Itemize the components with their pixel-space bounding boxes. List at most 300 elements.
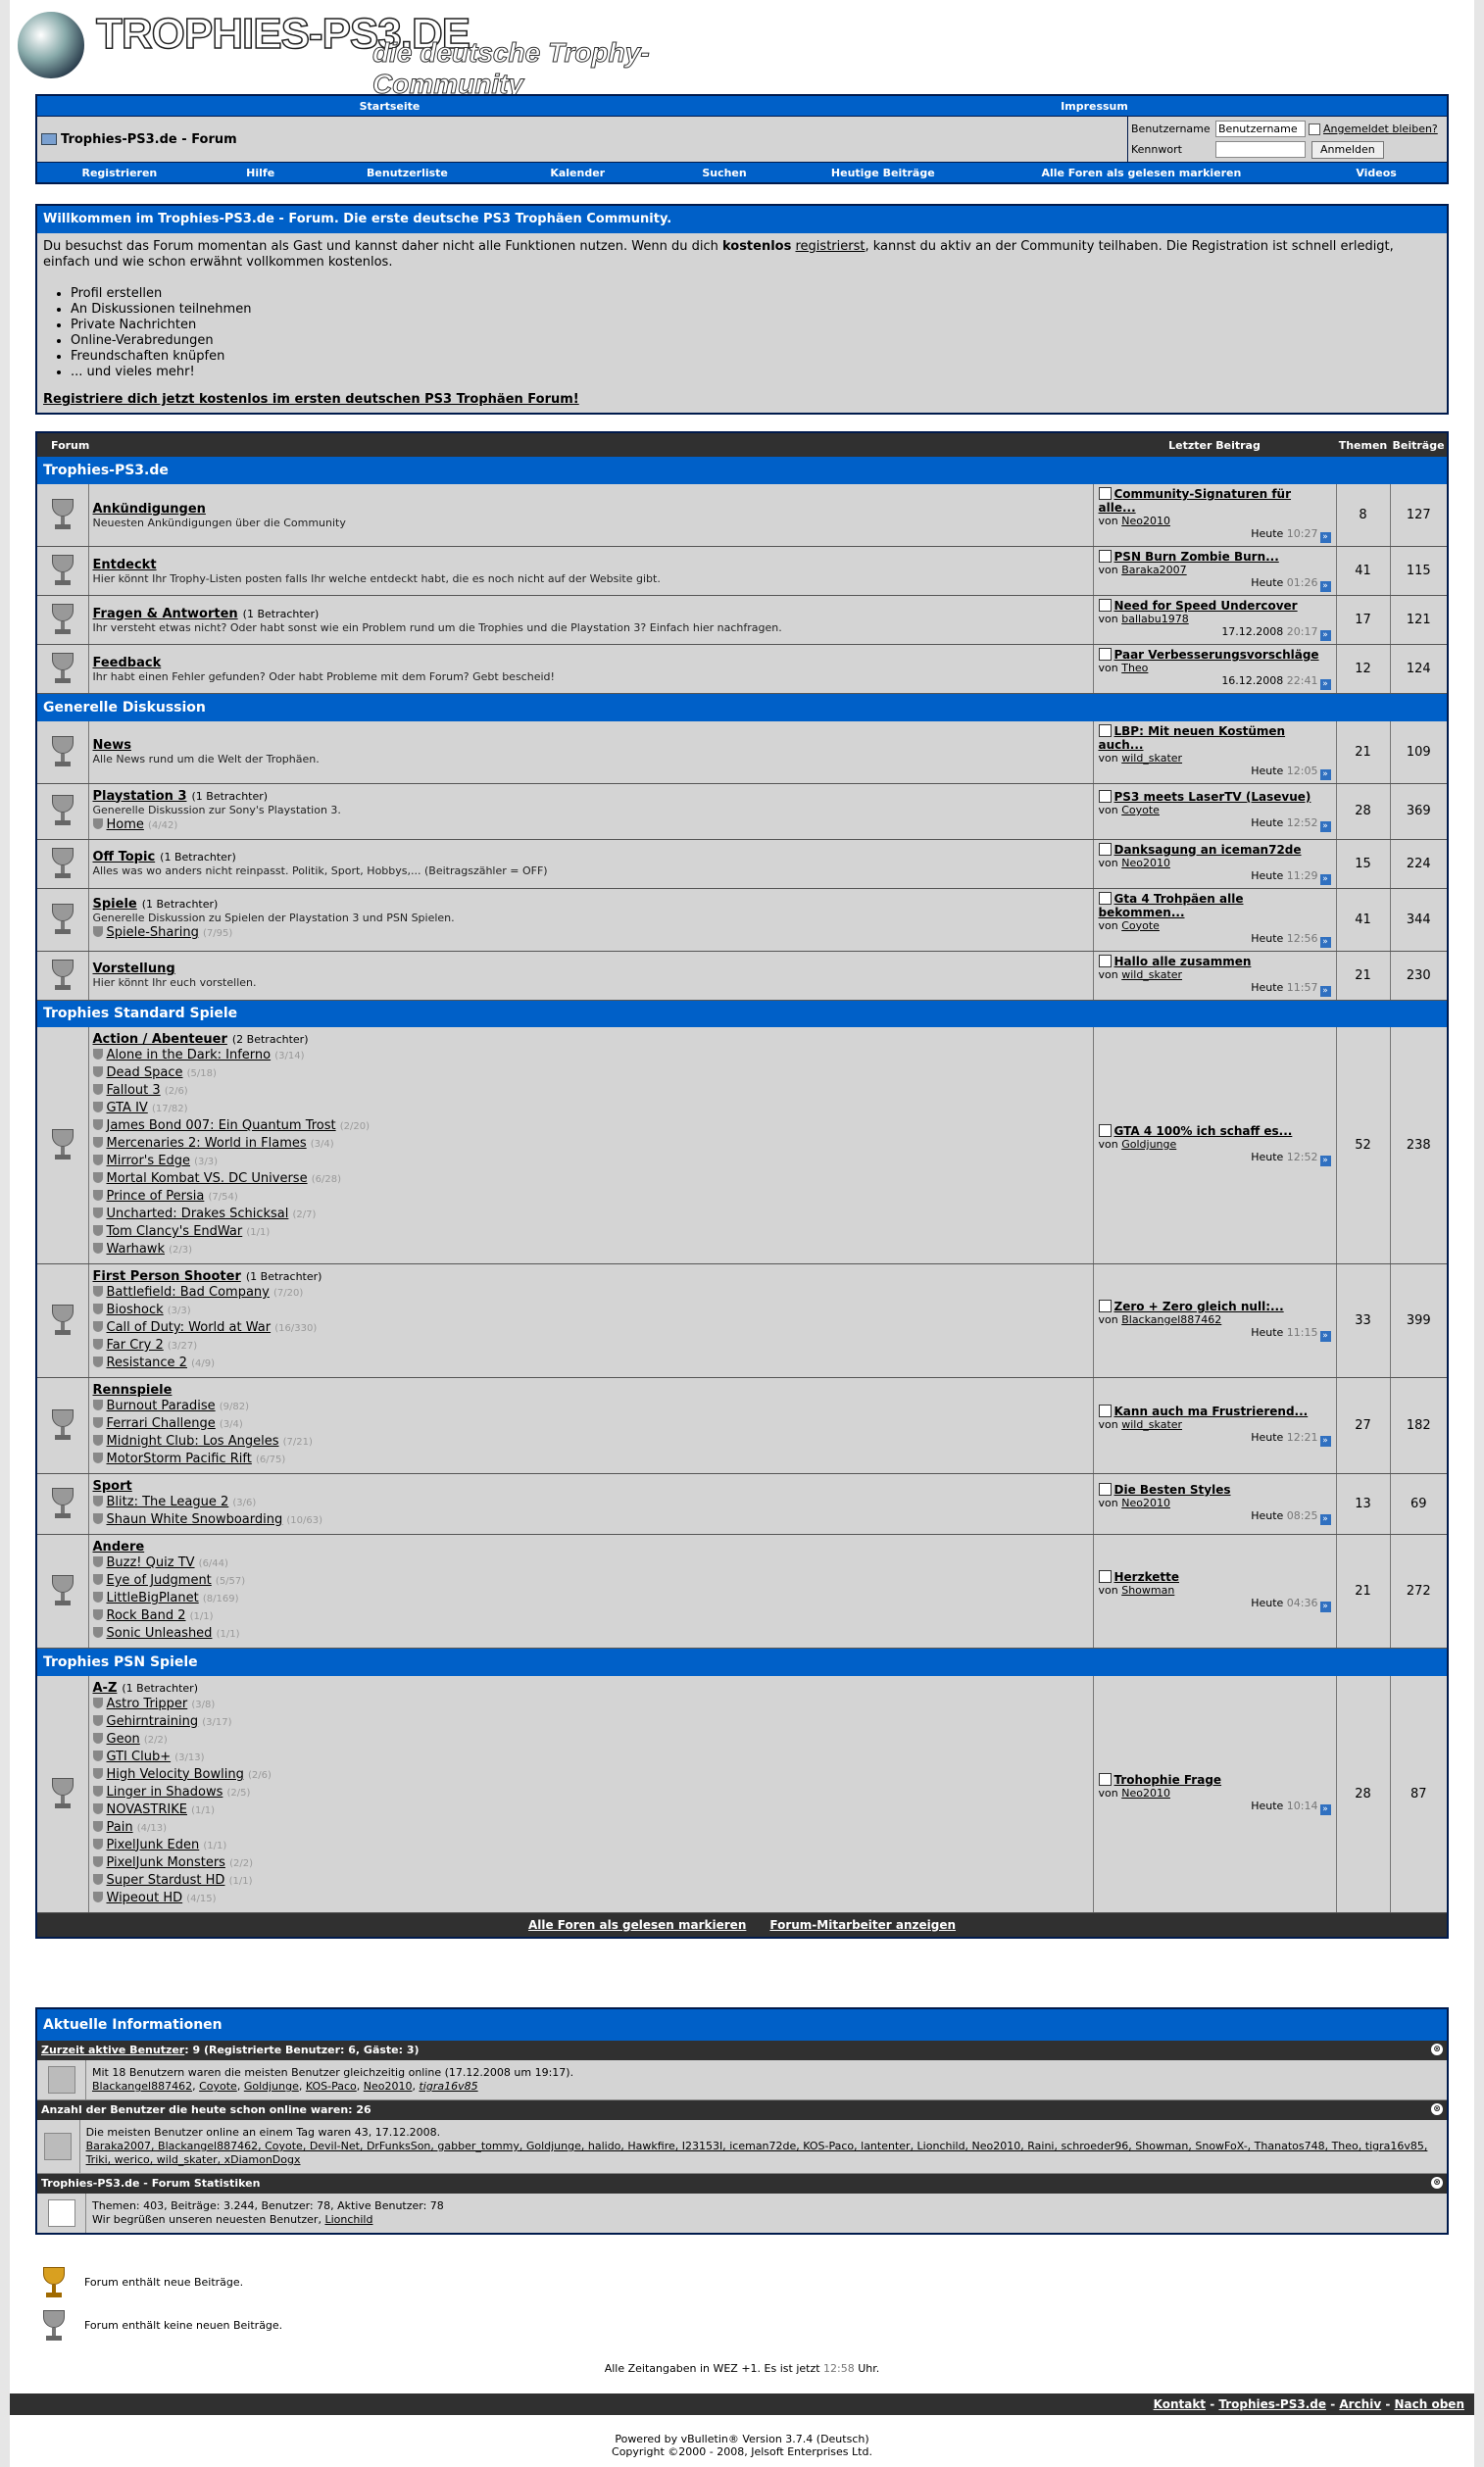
forum-info-cell [88,547,1093,596]
forum-status-cell [37,1676,88,1913]
active-user-link[interactable]: Blackangel887462 [92,2080,193,2093]
subforum-count: (2/20) [339,1121,371,1132]
last-post-time: 22:41 [1286,674,1318,687]
breadcrumb-title[interactable]: Trophies-PS3.de - Forum [61,131,237,147]
trophy-orb-icon [16,10,86,80]
username-input[interactable] [1215,121,1306,137]
last-post-user[interactable]: Neo2010 [1121,515,1170,527]
last-post-title[interactable]: PSN Burn Zombie Burn... [1113,550,1279,564]
mini-trophy-icon [93,1821,103,1832]
forum-description: Hier könnt Ihr euch vorstellen. [92,976,257,989]
forum-row [37,721,1447,784]
subforum-link[interactable]: Resistance 2 [106,1356,187,1370]
collapse-icon[interactable]: ⊗ [1431,2177,1443,2189]
subforum-link[interactable]: Mirror's Edge [106,1154,190,1168]
forum-row [37,951,1447,1000]
subforum-count: (2/6) [248,1769,272,1781]
subforum-link[interactable]: James Bond 007: Ein Quantum Trost [106,1118,336,1133]
last-post-user[interactable]: Neo2010 [1121,1786,1170,1800]
subforum-link[interactable]: Tom Clancy's EndWar [106,1224,243,1239]
subforum-item [93,1135,1089,1153]
nav-item-3[interactable]: Benutzerliste [367,166,448,179]
forum-status-cell [37,888,88,951]
last-post-time: 12:21 [1286,1431,1318,1444]
forum-row [37,839,1447,888]
subforum-item [93,924,1089,942]
forum-title[interactable]: Action / Abenteuer [92,1032,227,1047]
post-count: 121 [1390,596,1447,645]
forum-table-header [37,433,1447,457]
subforum-count: (1/1) [191,1804,216,1816]
last-post-user[interactable]: Goldjunge [1121,1138,1177,1151]
mini-trophy-icon [93,1084,103,1095]
last-post-cell: PS3 meets LaserTV (Lasevue) von Coyote Heute 12:52 » [1093,783,1336,839]
last-post-user[interactable]: Neo2010 [1121,1497,1170,1509]
last-post-time: 12:56 [1286,931,1318,945]
last-post-day: Heute [1251,1151,1284,1163]
last-post-cell: Die Besten Styles von Neo2010 Heute 08:25 » [1093,1474,1336,1535]
last-post-title[interactable]: Zero + Zero gleich null:... [1113,1300,1284,1313]
collapse-icon[interactable]: ⊗ [1431,2103,1443,2115]
last-post-title[interactable]: Die Besten Styles [1113,1483,1231,1497]
thread-count: 28 [1336,1676,1390,1913]
forum-row [37,1264,1447,1378]
trophy-new-icon [39,2265,69,2298]
forum-status-cell [37,1535,88,1649]
last-post-cell: Hallo alle zusammen von wild_skater Heute 11:57 » [1093,951,1336,1000]
remember-label[interactable]: Angemeldet bleiben? [1323,123,1438,135]
go-to-post-icon[interactable]: » [1320,630,1331,641]
last-post-time: 12:05 [1286,764,1318,777]
subforum-link[interactable]: Eye of Judgment [106,1573,212,1588]
powered-by: Powered by vBulletin® Version 3.7.4 (Deutsch) Copyright ©2000 - 2008, Jelsoft Enterprises Ltd. [612,2433,872,2458]
subforum-item [93,1872,1089,1890]
last-post-day: Heute [1251,527,1284,540]
last-post-title[interactable]: GTA 4 100% ich schaff es... [1113,1124,1293,1138]
subforum-count: (4/15) [186,1893,217,1904]
last-post-user[interactable]: Theo [1121,662,1149,674]
last-post-title[interactable]: Gta 4 Trohpäen alle bekommen... [1098,891,1244,919]
post-count: 369 [1390,783,1447,839]
nav-item-5[interactable]: Suchen [702,166,747,179]
mini-trophy-icon [93,1417,103,1428]
subforum-count: (17/82) [151,1104,188,1114]
subforum-count: (10/63) [286,1515,322,1526]
subforum-link[interactable]: MotorStorm Pacific Rift [106,1452,252,1466]
category-title[interactable]: Generelle Diskussion [37,694,1447,721]
active-user-link[interactable]: KOS-Paco [305,2080,357,2093]
forum-description: Alle News rund um die Welt der Trophäen. [92,753,320,765]
bottom-link[interactable]: Archiv [1339,2397,1382,2411]
last-post-user[interactable]: Neo2010 [1121,856,1170,869]
header-last-post: Letzter Beitrag [1093,433,1336,457]
subforum-count: (2/3) [169,1245,193,1256]
subforum-link[interactable]: High Velocity Bowling [106,1766,244,1782]
forum-info-cell [88,1474,1093,1535]
subforum-count: (6/75) [255,1455,286,1465]
forum-table-footer [37,1913,1447,1937]
subforum-count: (3/17) [202,1716,232,1728]
feature-item: • Freundschaften knüpfen [71,349,1447,365]
mini-trophy-icon [93,1803,103,1814]
active-users-link[interactable]: Zurzeit aktive Benutzer [41,2044,185,2056]
forum-info-cell [88,1535,1093,1649]
nav-item-6[interactable]: Heutige Beiträge [830,166,935,179]
forum-row [37,888,1447,951]
stats-header: Trophies-PS3.de - Forum Statistiken ⊗ [37,2174,1447,2194]
mini-trophy-icon [93,1155,103,1165]
subforum-item [93,1337,1089,1355]
forum-title[interactable]: Sport [92,1479,132,1494]
login-button[interactable]: Anmelden [1311,141,1384,159]
subforum-link[interactable]: Alone in the Dark: Inferno [106,1048,272,1062]
register-cta[interactable]: Registriere dich jetzt kostenlos im ersten deutschen PS3 Trophäen Forum! [43,392,579,407]
forum-status-cell [37,1378,88,1474]
last-post-user[interactable]: wild_skater [1121,1418,1183,1431]
mini-trophy-icon [93,1751,103,1761]
post-icon [1099,648,1112,661]
last-post-cell: GTA 4 100% ich schaff es... von Goldjunge Heute 12:52 » [1093,1027,1336,1264]
show-staff-link[interactable]: Forum-Mitarbeiter anzeigen [769,1917,957,1932]
subforum-link[interactable]: Dead Space [106,1065,183,1080]
thread-count: 33 [1336,1264,1390,1378]
last-post-time: 04:36 [1286,1597,1318,1609]
today-users-list[interactable]: Baraka2007, Blackangel887462, Coyote, Devil-Net, DrFunksSon, gabber_tommy, Goldjunge, halido, Hawkfire, I23153I, iceman72de, KOS-Paco, lantenter, Lionchild, Neo2010, Raini, schroeder96, Showman, SnowFoX-, Thanatos748, Theo, tigra16v85, Triki, werico, wild_skater, xDiamonDogx [85,2140,1428,2166]
forum-viewers: (1 Betrachter) [160,851,236,863]
category-title[interactable]: Trophies-PS3.de [37,457,1447,484]
last-post-title[interactable]: Community-Signaturen für alle... [1098,487,1292,515]
last-post-title[interactable]: Paar Verbesserungsvorschläge [1113,648,1319,662]
subforum-count: (1/1) [216,1629,240,1640]
last-post-user[interactable]: ballabu1978 [1121,613,1189,625]
mini-trophy-icon [93,1119,103,1130]
post-count: 124 [1390,645,1447,694]
mini-trophy-icon [93,1715,103,1726]
subforum-link[interactable]: Far Cry 2 [106,1338,164,1353]
last-post-title[interactable]: Hallo alle zusammen [1113,954,1252,968]
forum-title[interactable]: Spiele [92,897,137,912]
subforum-link[interactable]: Bioshock [106,1303,164,1317]
forum-title[interactable]: A-Z [92,1680,118,1696]
register-link[interactable]: registrierst [795,239,866,254]
mini-trophy-icon [93,1768,103,1779]
forum-title[interactable]: First Person Shooter [92,1269,241,1284]
nav-home-link[interactable]: Startseite [359,99,420,113]
subforum-item [93,1590,1089,1607]
forum-info-cell [88,1027,1093,1264]
header-posts: Beiträge [1390,433,1447,457]
forum-description: Ihr habt einen Fehler gefunden? Oder habt Probleme mit dem Forum? Gebt bescheid! [92,669,555,683]
category-row [37,457,1447,484]
subforum-link[interactable]: Battlefield: Bad Company [106,1285,270,1300]
last-post-cell: Community-Signaturen für alle... von Neo2010 Heute 10:27 » [1093,484,1336,547]
forum-title[interactable]: Playstation 3 [92,788,187,804]
last-post-user[interactable]: wild_skater [1121,967,1183,981]
header-forum: Forum [37,433,1093,457]
last-post-user[interactable]: Coyote [1121,804,1160,816]
subforum-item [93,1625,1089,1643]
password-input[interactable] [1215,141,1306,158]
last-post-user[interactable]: Blackangel887462 [1121,1313,1222,1326]
active-users-header: Zurzeit aktive Benutzer: 9 (Registrierte Benutzer: 6, Gäste: 3) ⊗ [37,2041,1447,2060]
forum-info-cell [88,839,1093,888]
go-to-post-icon[interactable]: » [1320,679,1331,690]
subforum-count: (3/6) [232,1498,257,1508]
trophy-icon [48,553,77,586]
nav-item-1[interactable]: Registrieren [81,166,158,179]
forum-info-cell [88,1264,1093,1378]
last-post-user[interactable]: Baraka2007 [1121,564,1187,576]
mini-trophy-icon [93,1208,103,1218]
nav-impressum-link[interactable]: Impressum [1061,99,1128,113]
forum-title[interactable]: Vorstellung [92,962,175,976]
last-post-time: 08:25 [1286,1509,1318,1522]
mini-trophy-icon [93,1357,103,1367]
subforum-link[interactable]: Buzz! Quiz TV [106,1555,195,1570]
forum-row [37,645,1447,694]
forum-info-cell [88,645,1093,694]
post-count: 344 [1390,888,1447,951]
subforum-link[interactable]: Midnight Club: Los Angeles [106,1434,279,1449]
subforum-link[interactable]: GTA IV [106,1101,148,1115]
subforum-link[interactable]: Warhawk [106,1242,165,1257]
go-to-post-icon[interactable]: » [1320,1602,1331,1612]
subforum-link[interactable]: GTI Club+ [106,1749,172,1764]
thread-count: 15 [1336,839,1390,888]
bottom-bar: Kontakt - Trophies-PS3.de - Archiv - Nach oben [10,2393,1474,2415]
post-count: 272 [1390,1535,1447,1649]
post-icon [1099,1773,1112,1786]
bottom-link[interactable]: Kontakt [1153,2397,1207,2411]
subforum-count: (8/169) [202,1594,239,1604]
subforum-link[interactable]: Geon [106,1731,140,1747]
subforum-item [93,1206,1089,1223]
go-to-post-icon[interactable]: » [1320,874,1331,885]
login-form [1127,117,1447,162]
nav-item-7[interactable]: Alle Foren als gelesen markieren [1041,166,1242,179]
subforum-count: (2/6) [164,1086,188,1097]
thread-count: 21 [1336,951,1390,1000]
go-to-post-icon[interactable]: » [1320,581,1331,592]
forum-status-cell [37,783,88,839]
subforum-item [93,1082,1089,1100]
last-post-cell: Zero + Zero gleich null:... von Blackangel887462 Heute 11:15 » [1093,1264,1336,1378]
subforum-count: (1/1) [203,1840,227,1851]
active-user-link[interactable]: Neo2010 [363,2080,413,2093]
last-post-title[interactable]: Danksagung an iceman72de [1113,842,1302,857]
subforum-link[interactable]: Pain [106,1819,133,1835]
subforum-link[interactable]: Gehirntraining [106,1713,199,1729]
mini-trophy-icon [93,1733,103,1744]
nav-item-8[interactable]: Videos [1356,166,1397,179]
subforum-link[interactable]: Linger in Shadows [106,1784,223,1800]
trophy-icon [48,497,77,530]
post-count: 127 [1390,484,1447,547]
go-to-post-icon[interactable]: » [1320,1514,1331,1525]
last-post-title[interactable]: Trohophie Frage [1113,1772,1222,1787]
collapse-icon[interactable]: ⊗ [1431,2044,1443,2055]
subforum-count: (2/2) [229,1857,253,1869]
subforum-link[interactable]: PixelJunk Eden [106,1837,200,1852]
active-user-link[interactable]: Coyote [199,2080,237,2093]
post-icon [1099,599,1112,612]
newest-user-link[interactable]: Lionchild [324,2213,373,2226]
active-users-text: Mit 18 Benutzern waren die meisten Benutzer gleichzeitig online (17.12.2008 um 19:17). [92,2066,574,2079]
last-post-day: Heute [1251,980,1284,994]
last-post-title[interactable]: Herzkette [1113,1570,1179,1584]
forum-title[interactable]: Fragen & Antworten [92,606,238,621]
subforum-item [93,1511,1089,1529]
subforum-count: (5/57) [215,1576,246,1587]
subforum-link[interactable]: LittleBigPlanet [106,1591,199,1605]
subforum-link[interactable]: Mortal Kombat VS. DC Universe [106,1171,308,1186]
mini-trophy-icon [93,1243,103,1254]
forum-description: Neuesten Ankündigungen über die Community [92,516,346,529]
subforum-link[interactable]: Shaun White Snowboarding [106,1512,283,1527]
forum-title[interactable]: Feedback [92,655,162,670]
last-post-cell: Paar Verbesserungsvorschläge von Theo 16.12.2008 22:41 » [1093,645,1336,694]
subforum-count: (4/9) [191,1358,216,1369]
last-post-cell: Kann auch ma Frustrierend... von wild_skater Heute 12:21 » [1093,1378,1336,1474]
post-icon [1099,487,1112,500]
mini-trophy-icon [93,1400,103,1410]
subforum-link[interactable]: Ferrari Challenge [106,1416,216,1431]
subforum-item [93,1784,1089,1801]
last-post-title[interactable]: Need for Speed Undercover [1113,599,1298,613]
subforum-item [93,1170,1089,1188]
legend-none: Forum enthält keine neuen Beiträge. [84,2318,283,2332]
last-post-title[interactable]: Kann auch ma Frustrierend... [1113,1405,1309,1418]
subforum-link[interactable]: Prince of Persia [106,1189,205,1204]
last-post-cell: Need for Speed Undercover von ballabu1978 17.12.2008 20:17 » [1093,596,1336,645]
last-post-day: Heute [1251,1431,1284,1444]
post-icon [1099,1483,1112,1496]
forum-row [37,547,1447,596]
subforum-link[interactable]: NOVASTRIKE [106,1801,187,1817]
category-title[interactable]: Trophies PSN Spiele [37,1649,1447,1676]
subforum-link[interactable]: Home [106,816,144,832]
go-to-post-icon[interactable]: » [1320,1804,1331,1815]
forum-status-cell [37,1264,88,1378]
last-post-title[interactable]: PS3 meets LaserTV (Lasevue) [1113,790,1311,804]
subforum-link[interactable]: Spiele-Sharing [106,925,199,940]
breadcrumb [37,117,1127,162]
go-to-post-icon[interactable]: » [1320,1331,1331,1342]
subforum-item [93,1153,1089,1170]
last-post-title[interactable]: LBP: Mit neuen Kostümen auch... [1098,723,1286,752]
subforum-count: (9/82) [219,1402,250,1412]
subforum-count: (1/1) [189,1611,214,1622]
subforum-count: (2/2) [143,1734,168,1746]
go-to-post-icon[interactable]: » [1320,1436,1331,1447]
site-logo[interactable] [10,0,696,99]
post-icon [1099,1570,1112,1583]
mini-trophy-icon [93,1556,103,1567]
stats-text: Themen: 403, Beiträge: 3.244, Benutzer: 78, Aktive Benutzer: 78 [92,2199,444,2212]
last-post-time: 11:57 [1286,980,1318,994]
mini-trophy-icon [93,1066,103,1077]
forum-title[interactable]: Ankündigungen [92,501,206,517]
last-post-user[interactable]: Coyote [1121,918,1160,932]
subforum-item [93,1302,1089,1319]
nav-item-2[interactable]: Hilfe [246,166,275,179]
subforum-link[interactable]: Call of Duty: World at War [106,1320,272,1335]
users-icon [48,2066,75,2094]
go-to-post-icon[interactable]: » [1320,937,1331,948]
welcome-title: Willkommen im Trophies-PS3.de - Forum. Die erste deutsche PS3 Trophäen Community. [37,206,1447,233]
mark-read-link[interactable]: Alle Foren als gelesen markieren [527,1917,747,1932]
subforum-item [93,1047,1089,1064]
subforum-link[interactable]: Fallout 3 [106,1083,161,1098]
last-post-time: 12:52 [1286,816,1318,829]
go-to-post-icon[interactable]: » [1320,986,1331,997]
subforum-link[interactable]: Sonic Unleashed [106,1626,213,1641]
post-count: 230 [1390,951,1447,1000]
go-to-post-icon[interactable]: » [1320,821,1331,832]
forum-status-cell [37,596,88,645]
go-to-post-icon[interactable]: » [1320,1156,1331,1166]
forum-title[interactable]: News [92,738,131,753]
forum-info-cell [88,721,1093,784]
last-post-user[interactable]: Showman [1121,1584,1175,1597]
go-to-post-icon[interactable]: » [1320,769,1331,780]
category-row [37,1649,1447,1676]
subforum-link[interactable]: Burnout Paradise [106,1399,216,1413]
category-title[interactable]: Trophies Standard Spiele [37,1000,1447,1027]
nav-item-4[interactable]: Kalender [550,166,606,179]
forum-title[interactable]: Entdeckt [92,557,157,572]
subforum-link[interactable]: Rock Band 2 [106,1608,186,1623]
forum-title[interactable]: Off Topic [92,850,156,864]
bottom-link[interactable]: Trophies-PS3.de [1218,2397,1327,2411]
mini-trophy-icon [93,1513,103,1524]
subforum-link[interactable]: PixelJunk Monsters [106,1854,225,1870]
go-to-post-icon[interactable]: » [1320,532,1331,543]
subforum-link[interactable]: Mercenaries 2: World in Flames [106,1136,307,1151]
feature-item: • Private Nachrichten [71,318,1447,333]
remember-checkbox[interactable] [1309,123,1320,135]
trophy-icon [48,651,77,684]
header-threads: Themen [1336,433,1390,457]
last-post-day: Heute [1251,1799,1284,1812]
subforum-link[interactable]: Uncharted: Drakes Schicksal [106,1207,289,1221]
bottom-link[interactable]: Nach oben [1394,2397,1464,2411]
forum-table [35,431,1449,1939]
subforum-item [93,1494,1089,1511]
forum-viewers: (2 Betrachter) [231,1033,309,1046]
forum-row [37,1474,1447,1535]
post-icon [1099,550,1112,563]
subforum-link[interactable]: Astro Tripper [106,1696,188,1711]
thread-count: 17 [1336,596,1390,645]
main-nav [37,163,1447,182]
subforum-item [93,1319,1089,1337]
forum-title[interactable]: Rennspiele [92,1383,173,1398]
active-user-link[interactable]: Goldjunge [243,2080,299,2093]
subforum-item [93,1223,1089,1241]
active-user-link[interactable]: tigra16v85 [419,2080,478,2093]
mini-trophy-icon [93,1137,103,1148]
subforum-count: (2/5) [226,1787,251,1799]
logo-title: TROPHIES-PS3.DE [96,10,470,58]
subforum-link[interactable]: Super Stardust HD [106,1872,225,1888]
subforum-link[interactable]: Wipeout HD [106,1890,183,1905]
last-post-user[interactable]: wild_skater [1121,751,1183,765]
welcome-text: Du besuchst das Forum momentan als Gast und kannst daher nicht alle Funktionen nutzen. Wenn du dich kostenlos registrierst, kannst du aktiv an der Community teilhaben. Die Registration ist schnell erledigt, einfach und wie schon erwähnt vollkommen kostenlos. [43,239,1394,270]
forum-title[interactable]: Andere [92,1540,145,1554]
subforum-link[interactable]: Blitz: The League 2 [106,1495,229,1509]
subforum-count: (1/1) [228,1875,253,1887]
